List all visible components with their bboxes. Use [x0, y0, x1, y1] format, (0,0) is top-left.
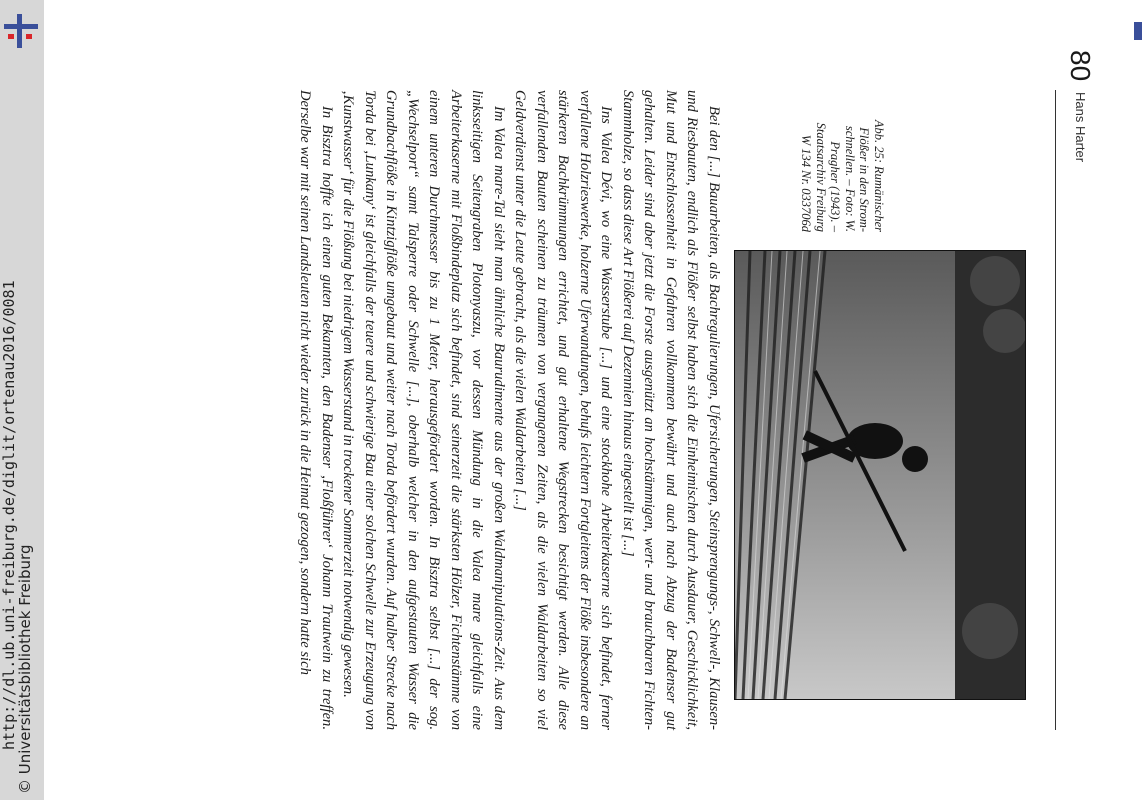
article-body	[294, 90, 724, 730]
viewer-left-gutter	[0, 0, 44, 800]
paragraph: In Bisztra hoffte ich einen guten Bekannten, den Badenser ‚Floßführer‘ Johann Trautwein zu treffen. Derselbe war mit seinen Landsleuten nicht wieder zurück in die Heimat gezogen, sondern hatte sich	[297, 90, 335, 730]
caption-line: Abb. 25: Rumänischer	[872, 119, 886, 232]
paragraph: Bei den [...] Bauarbeiten, als Bachregulierungen, Ufersicherungen, Steinsprengungs-, Schwell-, Klausen- und Riesbauten, endlich als Flößer selbst haben sich die Einheimischen durch Ausdauer, Geschicklichkeit, Mut und Entschlossenheit in Gefahren vollkommen bewährt und auch nach Abzug der Badenser gut gehalten. Leider sind aber jetzt die Forste ausgenützt an hochstämmigen, wert- und brauchbaren Fichten-Stammholze, so dass diese Art Flößerei auf Dezennien hinaus eingestellt ist [...]	[620, 90, 722, 730]
caption-line: Staatsarchiv Freiburg	[814, 122, 828, 232]
caption-line: schnellen. – Foto: W.	[843, 125, 857, 232]
header-rule	[1055, 90, 1056, 730]
source-url[interactable]: http://dl.ub.uni-freiburg.de/diglit/ortenau2016/0081	[0, 280, 18, 750]
figure-caption	[799, 92, 886, 232]
caption-line: W 134 Nr. 033706d	[799, 134, 814, 232]
photo-illustration	[735, 251, 1025, 699]
edge-marker-icon	[1134, 22, 1142, 40]
scanned-page	[96, 30, 1096, 790]
library-logo-icon	[4, 14, 38, 48]
copyright-line: © Universitätsbibliothek Freiburg	[16, 544, 34, 794]
caption-line: Pragher (1943). –	[828, 141, 843, 232]
viewer-right-edge	[1130, 0, 1148, 800]
paragraph: Im Valea mare-Tal sieht man ähnliche Baurudimente aus der großen Waldmanipulations-Zeit. Aus dem linksseitigen Seitengraben Plotonyaszu, vor dessen Mündung in die Valea mare gleichfalls eine Arbeiterkaserne mit Floßbindeplatz sich befindet, sind seinerzeit die stärksten Hölzer, Fichtenstämme von einem unteren Durchmesser bis zu 1 Meter, herausgefördert worden. In Bisztra selbst [...] der sog. „Wechselport“ samt Talsperre oder Schwelle [...], oberhalb welcher in den aufgestauten Wasser die Grundbachflöße in Kintzigflöße umgebaut und weiter nach Torda befördert wurden. Auf halber Strecke nach Torda bei ‚Lunkany‘ ist gleichfalls der teuere und schwierige Bau einer solchen Schwelle zur Erzeugung von ‚Kunstwasser‘ für die Flößung bei niedrigem Wasserstand in trockener Sommerzeit notwendig gewesen.	[340, 90, 507, 730]
running-header-author: Hans Harter	[1073, 92, 1088, 163]
caption-line: Flößer in den Strom-	[857, 127, 872, 232]
raftsman-photo	[734, 250, 1026, 700]
paragraph: Ins Valea Dévi, wo eine Wasserstube [...] und eine stockhohe Arbeiterkaserne sich befindet, ferner verfallene Holzrieswerke, holzerne Uferwandungen, behufs leichtern Fortgleitens der Flöße insbesondere an stärkeren Bachkrümmungen errichtet, und gut erhaltene Wegstrecken besichtigt werden. Alle diese verfallenden Bauten scheinen zu träumen von vergangenen Zeiten, als die vielen Waldarbeiten so viel Geldverdienst unter die Leute gebracht, als die vielen Waldarbeiten [...]	[512, 90, 615, 730]
page-number: 80	[1065, 50, 1096, 82]
